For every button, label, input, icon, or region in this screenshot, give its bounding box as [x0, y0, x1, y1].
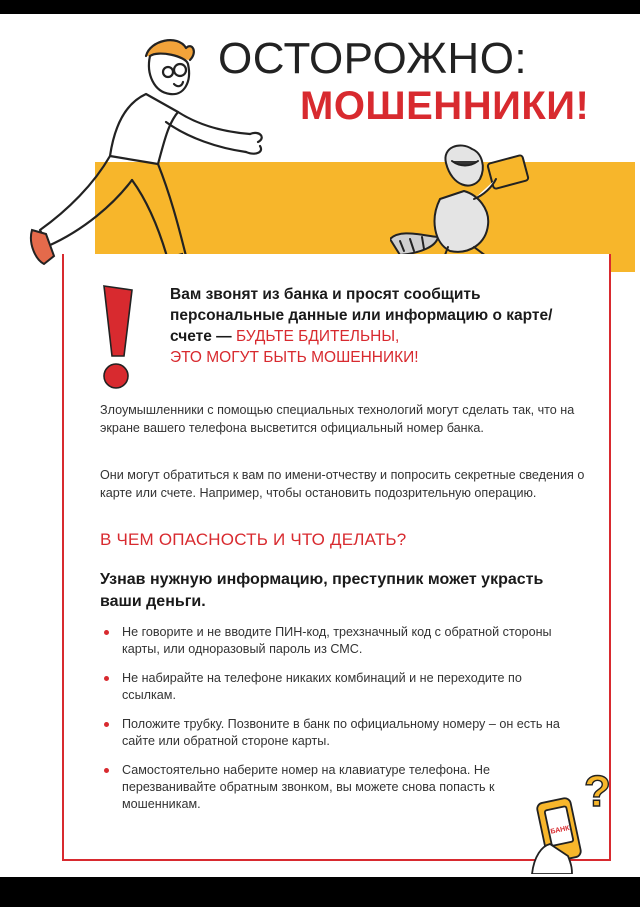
paragraph-1: Злоумышленники с помощью специальных технологий могут сделать так, что на экране вашего телефона высветится официальный номер банка. — [100, 403, 575, 435]
warning-lead-text: Вам звонят из банка и просят сообщить персональные данные или информацию о карте/счете — — [170, 286, 553, 345]
question-mark-icon: ? — [584, 767, 611, 816]
list-item: Не говорите и не вводите ПИН-код, трехзначный код с обратной стороны карты, или одноразовый пароль из СМС. — [100, 624, 570, 658]
exclamation-icon — [98, 284, 140, 392]
tips-list — [100, 624, 570, 825]
section-heading: В ЧЕМ ОПАСНОСТЬ И ЧТО ДЕЛАТЬ? — [100, 530, 407, 549]
poster — [0, 14, 640, 877]
title-line-1: ОСТОРОЖНО: — [218, 34, 528, 83]
paragraph-2: Они могут обратиться к вам по имени-отчеству и попросить секретные сведения о карте или счете. Например, чтобы остановить подозрительную операцию. — [100, 468, 585, 500]
title-line-2: МОШЕННИКИ! — [300, 84, 590, 128]
warning-lead — [170, 284, 590, 368]
list-item: Не набирайте на телефоне никаких комбинаций и не переходите по ссылкам. — [100, 670, 570, 704]
warning-alert-1: БУДЬТЕ БДИТЕЛЬНЫ, — [235, 328, 400, 345]
phone-hand-illustration — [528, 766, 640, 874]
section-subheading: Узнав нужную информацию, преступник может украсть ваши деньги. — [100, 571, 544, 610]
raccoon-illustration — [390, 139, 540, 269]
bank-label: БАНК — [549, 824, 571, 836]
warning-alert-2: ЭТО МОГУТ БЫТЬ МОШЕННИКИ! — [170, 349, 419, 366]
list-item: Самостоятельно наберите номер на клавиатуре телефона. Не перезванивайте обратным звонком, вы можете снова попасть к мошенникам. — [100, 762, 570, 813]
list-item: Положите трубку. Позвоните в банк по официальному номеру – он есть на сайте или обратной стороне карты. — [100, 716, 570, 750]
